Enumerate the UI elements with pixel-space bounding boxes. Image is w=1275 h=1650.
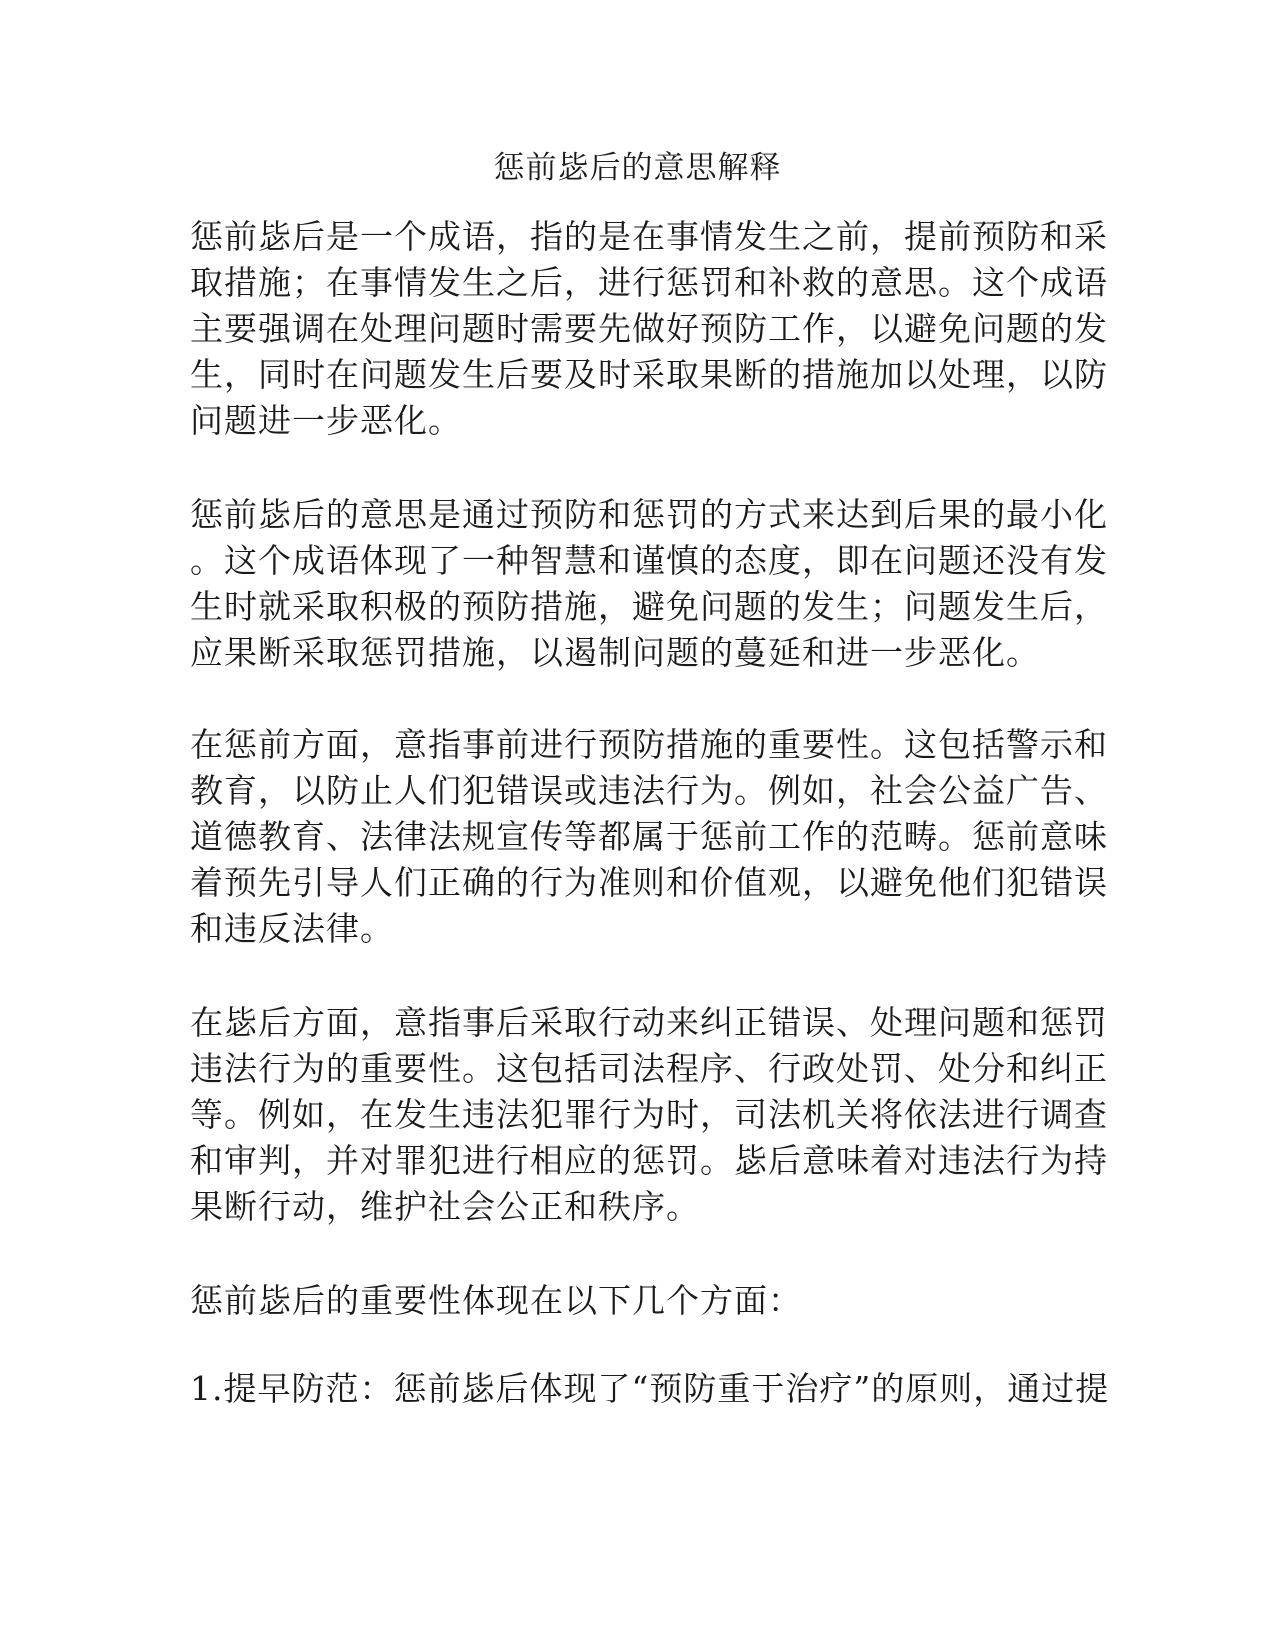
paragraph-1-line-5: 问题进一步恶化。 [190, 401, 462, 440]
paragraph-3-line-3: 道德教育、法律法规宣传等都属于惩前工作的范畴。惩前意味 [190, 817, 1108, 856]
paragraph-3-line-2: 教育，以防止人们犯错误或违法行为。例如，社会公益广告、 [190, 771, 1108, 810]
paragraph-3-line-4: 着预先引导人们正确的行为准则和价值观，以避免他们犯错误 [190, 863, 1108, 902]
document-title: 惩前毖后的意思解释 [493, 150, 782, 186]
paragraph-1-line-2: 取措施；在事情发生之后，进行惩罚和补救的意思。这个成语 [190, 263, 1108, 302]
paragraph-2-line-4: 应果断采取惩罚措施，以遏制问题的蔓延和进一步恶化。 [190, 633, 1040, 672]
paragraph-1-line-1: 惩前毖后是一个成语，指的是在事情发生之前，提前预防和采 [190, 217, 1108, 256]
paragraph-4-line-4: 和审判，并对罪犯进行相应的惩罚。毖后意味着对违法行为持 [190, 1141, 1108, 1180]
paragraph-3-line-1: 在惩前方面，意指事前进行预防措施的重要性。这包括警示和 [190, 725, 1108, 764]
paragraph-5-line-1: 惩前毖后的重要性体现在以下几个方面： [190, 1281, 802, 1320]
paragraph-2-line-3: 生时就采取积极的预防措施，避免问题的发生；问题发生后， [190, 587, 1108, 626]
paragraph-4-line-5: 果断行动，维护社会公正和秩序。 [190, 1187, 700, 1226]
paragraph-1-line-4: 生，同时在问题发生后要及时采取果断的措施加以处理，以防 [190, 355, 1108, 394]
paragraph-1-line-3: 主要强调在处理问题时需要先做好预防工作，以避免问题的发 [190, 309, 1108, 348]
paragraph-2-line-2: 。这个成语体现了一种智慧和谨慎的态度，即在问题还没有发 [190, 541, 1108, 580]
list-item-1-line-1: 1.提早防范：惩前毖后体现了“预防重于治疗”的原则，通过提 [190, 1369, 1110, 1408]
paragraph-4-line-2: 违法行为的重要性。这包括司法程序、行政处罚、处分和纠正 [190, 1049, 1108, 1088]
paragraph-2-line-1: 惩前毖后的意思是通过预防和惩罚的方式来达到后果的最小化 [190, 495, 1108, 534]
paragraph-4-line-3: 等。例如，在发生违法犯罪行为时，司法机关将依法进行调查 [190, 1095, 1108, 1134]
paragraph-3-line-5: 和违反法律。 [190, 909, 394, 948]
paragraph-4-line-1: 在毖后方面，意指事后采取行动来纠正错误、处理问题和惩罚 [190, 1003, 1108, 1042]
